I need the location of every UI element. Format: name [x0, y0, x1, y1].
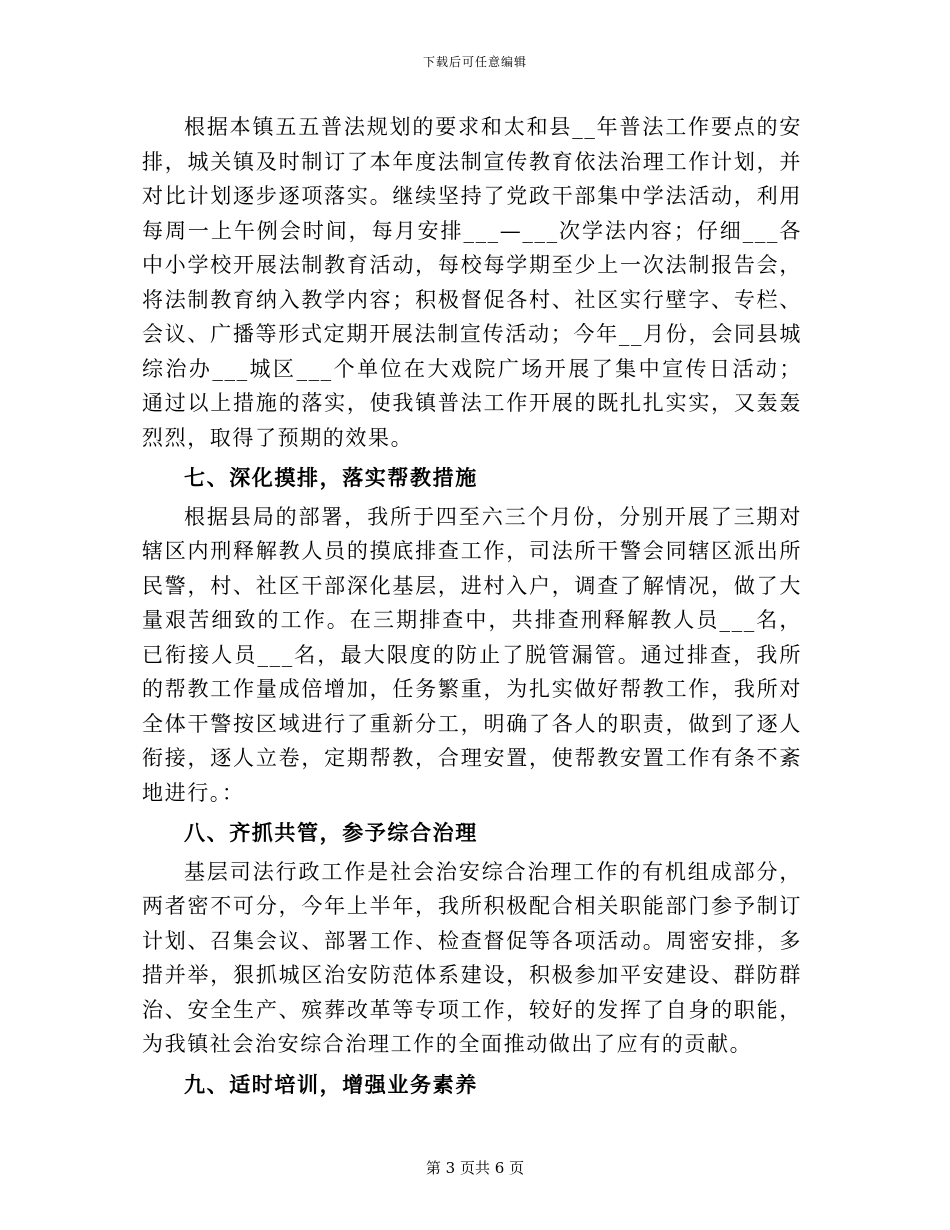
paragraph-comprehensive-governance: 基层司法行政工作是社会治安综合治理工作的有机组成部分，两者密不可分，今年上半年，我所积极配合相关职能部门参予制订计划、召集会议、部署工作、检查督促等各项活动。周密安排，多措并举，狠抓城区治安防范体系建设，积极参加平安建设、群防群治、安全生产、殡葬改革等专项工作，较好的发挥了自身的职能，为我镇社会治安综合治理工作的全面推动做出了应有的贡献。 — [142, 859, 802, 1056]
section-heading-9: 九、适时培训，增强业务素养 — [184, 1071, 478, 1097]
page-header-note: 下载后可任意编辑 — [422, 55, 527, 69]
paragraph-legal-education: 根据本镇五五普法规划的要求和太和县__年普法工作要点的安排，城关镇及时制订了本年度法制宣传教育依法治理工作计划，并对比计划逐步逐项落实。继续坚持了党政干部集中学法活动，利用每周一上午例会时间，每月安排___—___次学法内容；仔细___各中小学校开展法制教育活动，每校每学期至少上一次法制报告会，将法制教育纳入教学内容；积极督促各村、社区实行壁字、专栏、会议、广播等形式定期开展法制宣传活动；今年__月份，会同县城综治办___城区___个单位在大戏院广场开展了集中宣传日活动；通过以上措施的落实，使我镇普法工作开展的既扎扎实实，又轰轰烈烈，取得了预期的效果。 — [142, 115, 802, 450]
paragraph-assistance-measures: 根据县局的部署，我所于四至六三个月份，分别开展了三期对辖区内刑释解教人员的摸底排查工作，司法所干警会同辖区派出所民警，村、社区干部深化基层，进村入户，调查了解情况，做了大量艰苦细致的工作。在三期排查中，共排查刑释解教人员___名，已衔接人员___名，最大限度的防止了脱管漏管。通过排查，我所的帮教工作量成倍增加，任务繁重，为扎实做好帮教工作，我所对全体干警按区域进行了重新分工，明确了各人的职责，做到了逐人衔接，逐人立卷，定期帮教，合理安置，使帮教安置工作有条不紊地进行。： — [142, 504, 802, 805]
section-heading-7: 七、深化摸排，落实帮教措施 — [184, 465, 478, 490]
document-body — [142, 110, 802, 1106]
section-heading-8: 八、齐抓共管，参予综合治理 — [184, 820, 478, 845]
page-number-footer: 第 3 页共 6 页 — [425, 1159, 525, 1177]
